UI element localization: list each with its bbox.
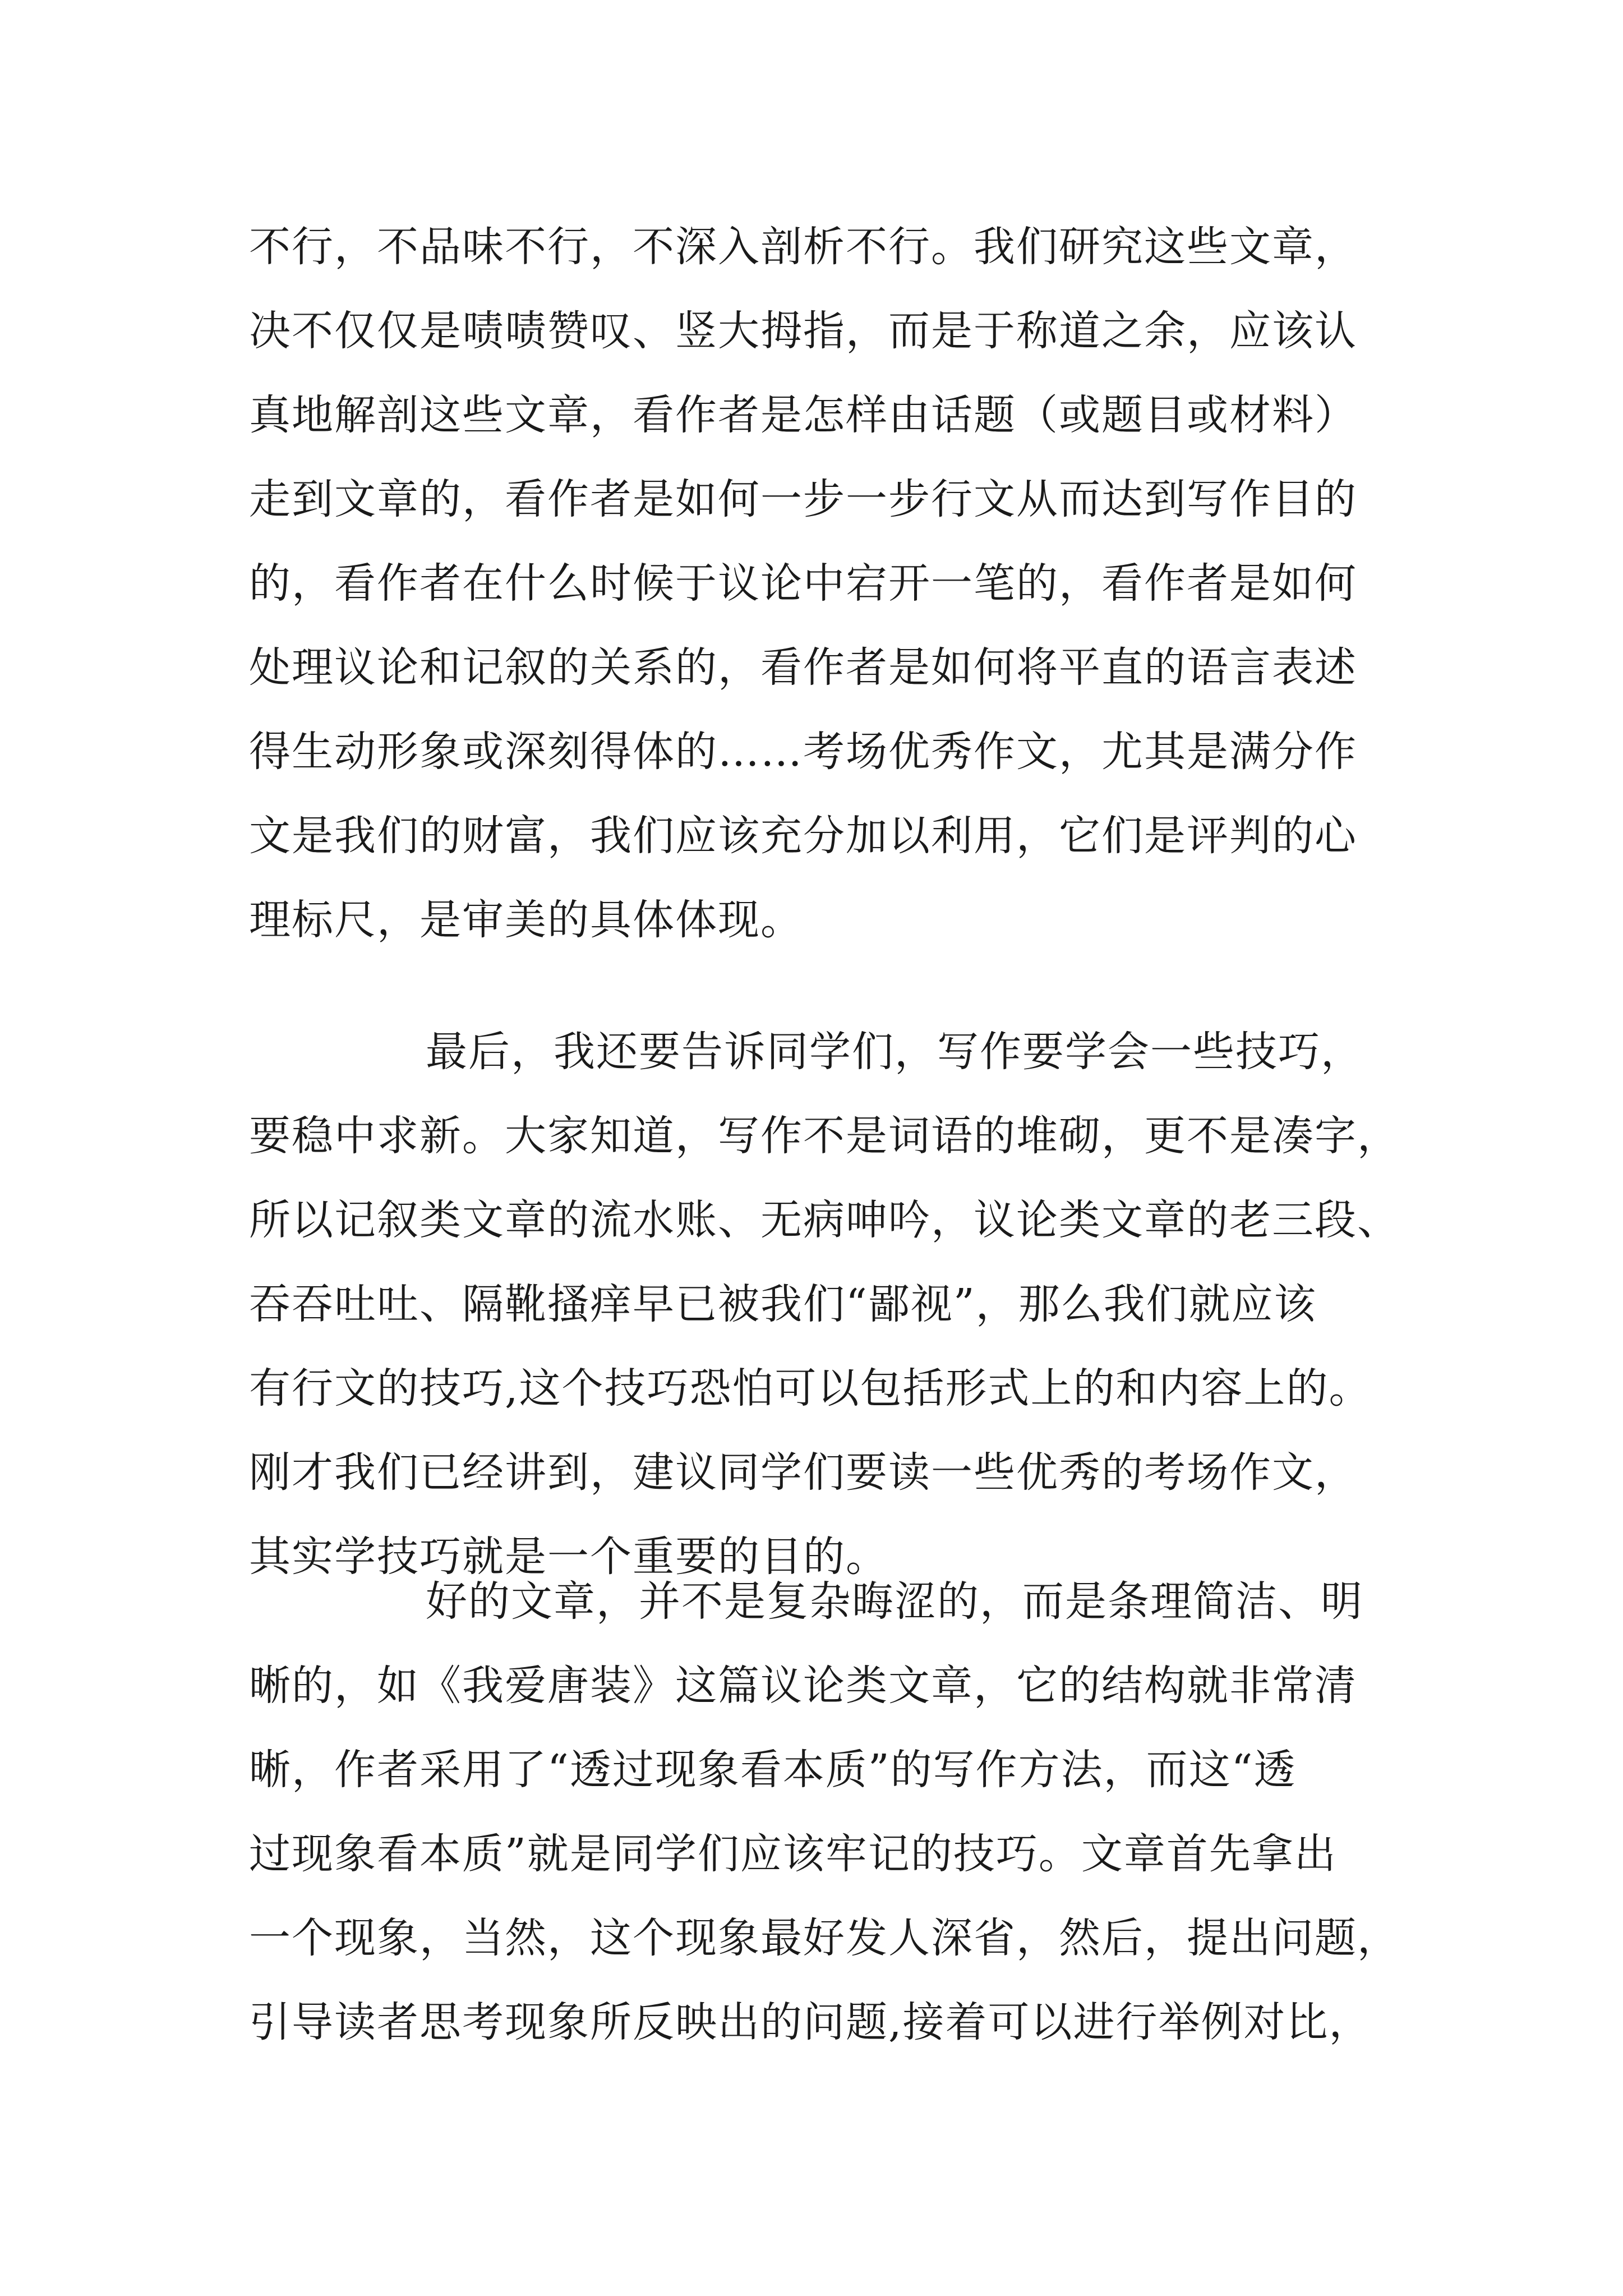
text-line: 处理议论和记叙的关系的，看作者是如何将平直的语言表述: [249, 643, 1357, 692]
text-line: 得生动形象或深刻得体的……考场优秀作文，尤其是满分作: [249, 728, 1357, 776]
text-line: 不行，不品味不行，不深入剖析不行。我们研究这些文章，: [249, 223, 1357, 271]
paragraph-1: [249, 205, 1399, 962]
paragraph-3: [249, 1559, 1399, 2064]
text-line: 过现象看本质”就是同学们应该牢记的技巧。文章首先拿出: [249, 1830, 1337, 1878]
text-line: 刚才我们已经讲到，建议同学们要读一些优秀的考场作文，: [249, 1448, 1357, 1497]
text-line: 其实学技巧就是一个重要的目的。: [249, 1533, 888, 1581]
paragraph-2: [249, 1010, 1399, 1599]
text-line: 走到文章的，看作者是如何一步一步行文从而达到写作目的: [249, 475, 1357, 523]
text-line: 真地解剖这些文章，看作者是怎样由话题（或题目或材料）: [249, 391, 1357, 439]
text-line: 好的文章，并不是复杂晦涩的，而是条理简洁、明: [426, 1577, 1363, 1626]
text-line: 要稳中求新。大家知道，写作不是词语的堆砌，更不是凑字，: [249, 1112, 1400, 1160]
text-line: 决不仅仅是啧啧赞叹、竖大拇指，而是于称道之余，应该认: [249, 307, 1357, 355]
text-line: 理标尺，是审美的具体体现。: [249, 896, 803, 944]
text-line: 最后，我还要告诉同学们，写作要学会一些技巧，: [426, 1028, 1363, 1076]
text-line: 的，看作者在什么时候于议论中宕开一笔的，看作者是如何: [249, 559, 1357, 608]
text-line: 晰，作者采用了“透过现象看本质”的写作方法，而这“透: [249, 1746, 1297, 1794]
text-line: 有行文的技巧,这个技巧恐怕可以包括形式上的和内容上的。: [249, 1364, 1372, 1412]
text-line: 晰的，如《我爱唐装》这篇议论类文章，它的结构就非常清: [249, 1662, 1357, 1710]
text-line: 一个现象，当然，这个现象最好发人深省，然后，提出问题，: [249, 1914, 1400, 1962]
text-line: 所以记叙类文章的流水账、无病呻吟，议论类文章的老三段、: [249, 1196, 1400, 1244]
text-line: 引导读者思考现象所反映出的问题,接着可以进行举例对比，: [249, 1998, 1372, 2046]
text-line: 吞吞吐吐、隔靴搔痒早已被我们“鄙视”，那么我们就应该: [249, 1280, 1317, 1328]
text-line: 文是我们的财富，我们应该充分加以利用，它们是评判的心: [249, 812, 1357, 860]
